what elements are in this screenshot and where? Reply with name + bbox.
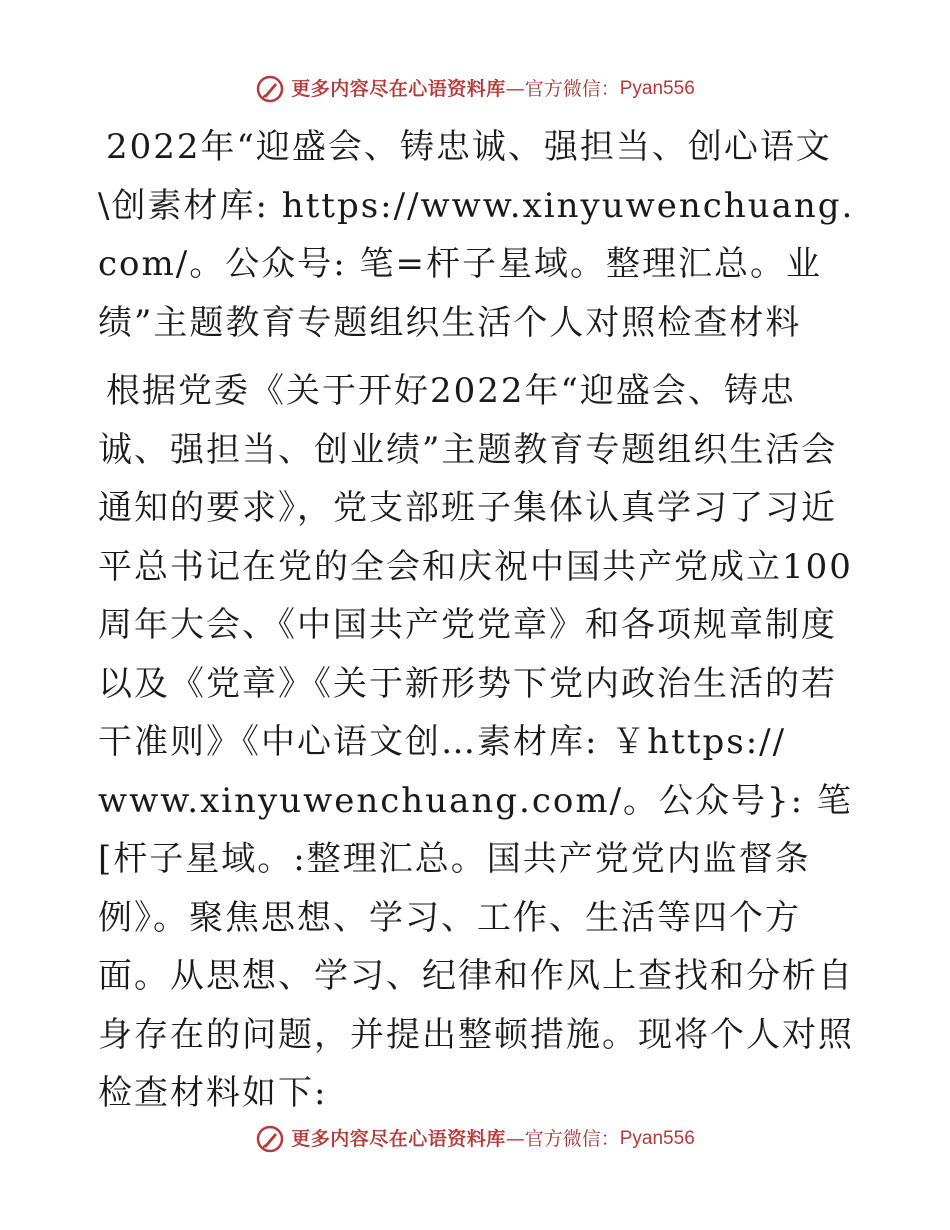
banner-main-text: 更多内容尽在心语资料库 [291, 78, 506, 100]
banner-dash: — [505, 78, 525, 100]
banner-wechat-label: 官方微信： [524, 78, 620, 100]
banner-wechat-id: Pyan556 [619, 1128, 695, 1149]
quill-logo-icon [255, 74, 285, 104]
banner-main-text: 更多内容尽在心语资料库 [291, 1128, 506, 1150]
header-watermark-banner [0, 74, 950, 104]
banner-wechat-id: Pyan556 [619, 78, 695, 99]
banner-dash: — [505, 1128, 525, 1150]
document-body [98, 118, 858, 1123]
body-paragraph-part-1: 根据党委《关于开好2022年“迎盛会、铸忠诚、强担当、创业绩”主题教育专题组织生活会通知的要求》，党支部班子集体认真学习了习近平总书记在党的全会和庆祝中国共产党成立100周年大会、《中国共产党党章》和各项规章制度以及《党章》《关于新形势下党内政治生活的若干准则》《中心语文创…素材库: ￥https:// [98, 371, 853, 762]
footer-watermark-banner [0, 1124, 950, 1154]
document-body-paragraph [98, 362, 858, 1123]
banner-wechat-label: 官方微信： [524, 1128, 620, 1150]
body-paragraph-part-2: www.xinyuwenchuang.com/。公众号}: 笔[杆子星域。:整理汇总。国共产党党内监督条例》。聚焦思想、学习、工作、生活等四个方面。从思想、学习、纪律和作风上查找和分析自身存在的问题，并提出整顿措施。现将个人对照检查材料如下: [98, 780, 854, 1113]
quill-logo-icon [255, 1124, 285, 1154]
document-title-paragraph: 2022年“迎盛会、铸忠诚、强担当、创心语文\创素材库: https://www.xinyuwenchuang.com/。公众号: 笔=杆子星域。整理汇总。业绩”主题教育专题组织生活个人对照检查材料 [98, 127, 855, 343]
